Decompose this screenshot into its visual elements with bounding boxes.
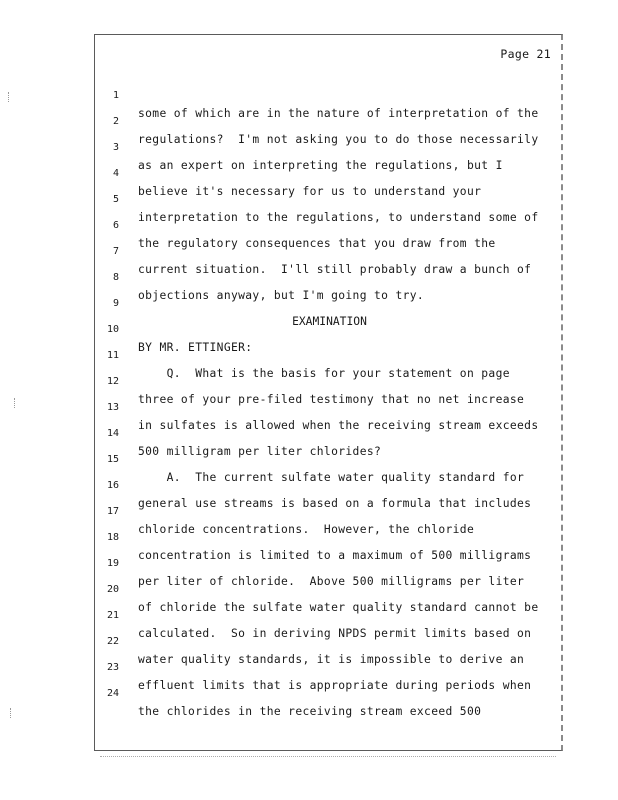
line-text: calculated. So in deriving NPDS permit limits based on [138, 627, 532, 640]
line-text: 500 milligram per liter chlorides? [138, 445, 382, 458]
line-number: 15 [106, 454, 119, 465]
page-number: Page 21 [500, 47, 551, 61]
line-text: effluent limits that is appropriate during periods when [138, 679, 532, 692]
line-number: 19 [106, 558, 119, 569]
line-text: concentration is limited to a maximum of 500 milligrams [138, 549, 532, 562]
line-number: 23 [106, 662, 119, 673]
examination-heading: EXAMINATION [292, 315, 367, 328]
line-text: some of which are in the nature of interpretation of the [138, 107, 539, 120]
line-text: chloride concentrations. However, the chloride [138, 523, 475, 536]
line-number: 20 [106, 584, 119, 595]
line-number: 12 [106, 376, 119, 387]
line-number: 22 [106, 636, 119, 647]
line-text: per liter of chloride. Above 500 milligrams per liter [138, 575, 525, 588]
scan-artifact [8, 92, 12, 102]
line-text: current situation. I'll still probably draw a bunch of [138, 263, 532, 276]
line-text: the chlorides in the receiving stream exceed 500 [138, 705, 482, 718]
line-number: 18 [106, 532, 119, 543]
line-number: 11 [106, 350, 119, 361]
line-text: Q. What is the basis for your statement on page [138, 367, 510, 380]
line-number: 16 [106, 480, 119, 491]
line-number: 5 [112, 194, 119, 205]
line-text: the regulatory consequences that you draw from the [138, 237, 496, 250]
scan-artifact [14, 398, 18, 408]
scan-artifact [100, 756, 556, 758]
line-number: 14 [106, 428, 119, 439]
line-number: 13 [106, 402, 119, 413]
line-text: water quality standards, it is impossible to derive an [138, 653, 525, 666]
line-text: believe it's necessary for us to understand your [138, 185, 482, 198]
line-number: 10 [106, 324, 119, 335]
line-number: 2 [112, 116, 119, 127]
line-number: 21 [106, 610, 119, 621]
line-text: BY MR. ETTINGER: [138, 341, 253, 354]
line-number: 8 [112, 272, 119, 283]
transcript-page [94, 34, 563, 751]
line-text: of chloride the sulfate water quality standard cannot be [138, 601, 539, 614]
line-text: interpretation to the regulations, to understand some of [138, 211, 539, 224]
line-number: 9 [112, 298, 119, 309]
line-number: 7 [112, 246, 119, 257]
line-text: general use streams is based on a formula that includes [138, 497, 532, 510]
line-text: A. The current sulfate water quality standard for [138, 471, 525, 484]
line-number: 24 [106, 688, 119, 699]
line-text: regulations? I'm not asking you to do those necessarily [138, 133, 539, 146]
scan-artifact [10, 708, 14, 718]
line-text: three of your pre-filed testimony that no net increase [138, 393, 525, 406]
line-number: 17 [106, 506, 119, 517]
line-text: objections anyway, but I'm going to try. [138, 289, 425, 302]
line-text: in sulfates is allowed when the receiving stream exceeds [138, 419, 539, 432]
transcript-line [95, 69, 564, 120]
line-number: 3 [112, 142, 119, 153]
line-number: 6 [112, 220, 119, 231]
line-text: as an expert on interpreting the regulations, but I [138, 159, 503, 172]
line-number: 1 [112, 90, 119, 101]
line-number: 4 [112, 168, 119, 179]
